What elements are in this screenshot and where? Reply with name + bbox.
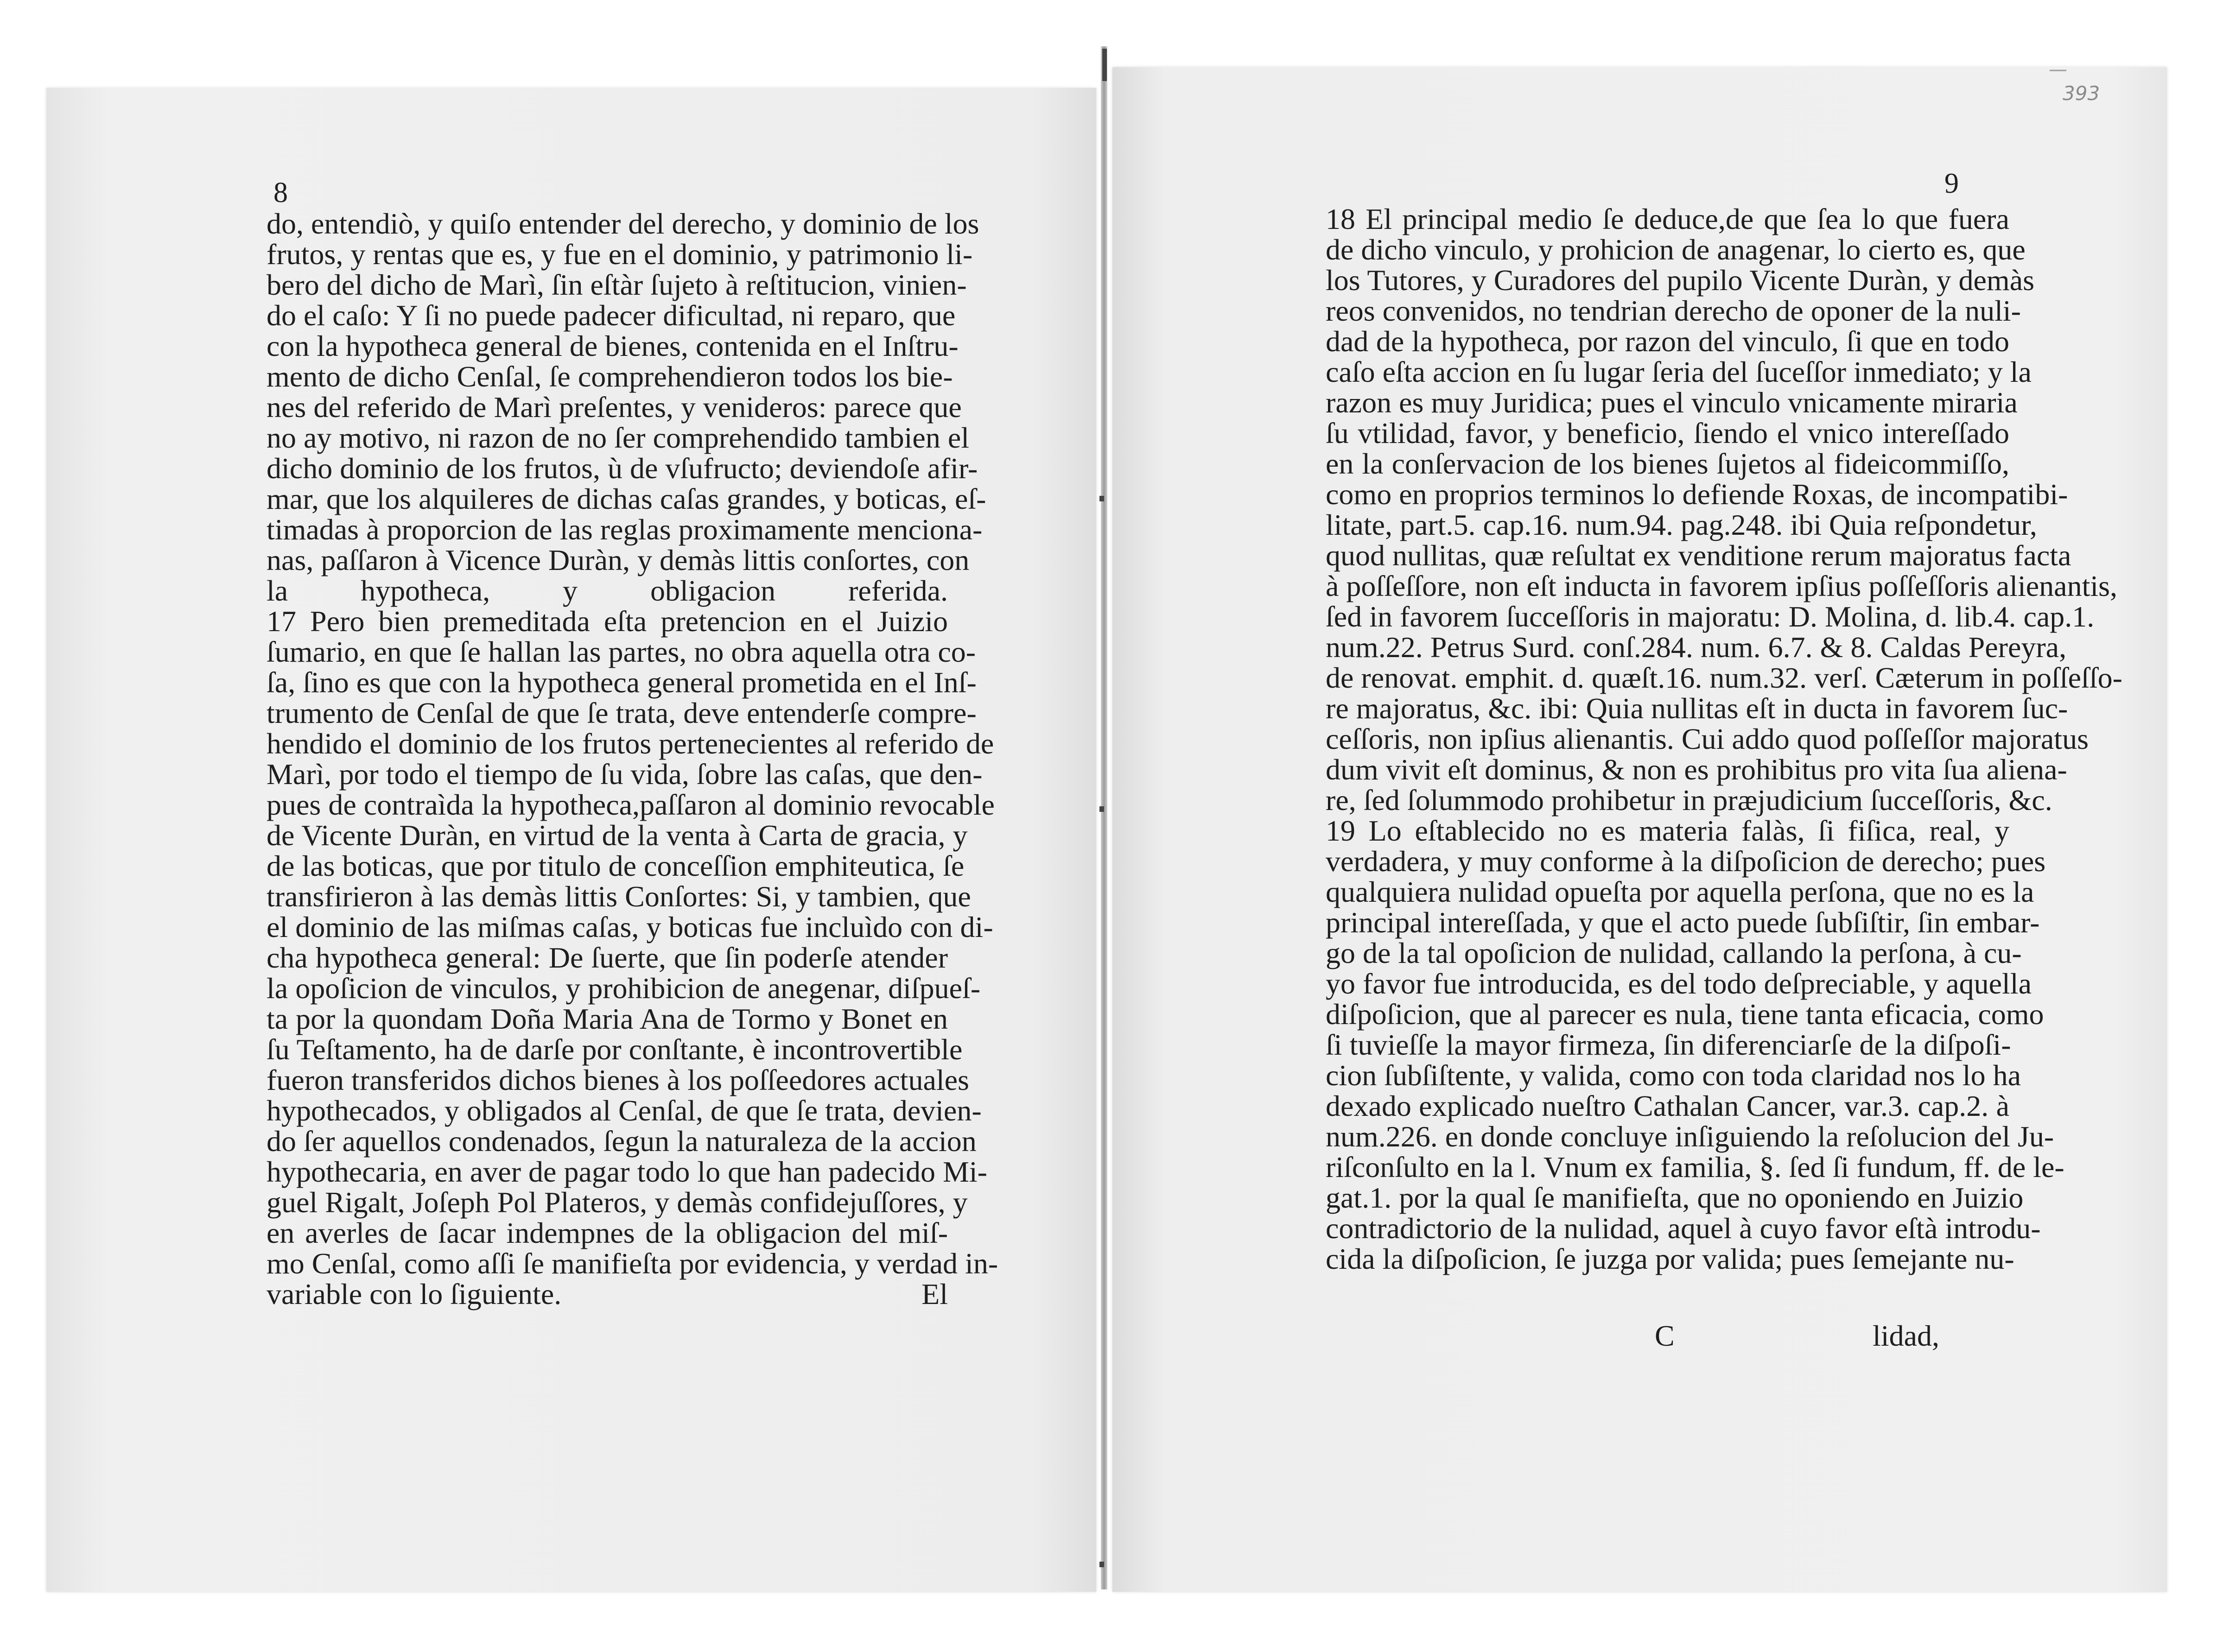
text-line: guel Rigalt, Joſeph Pol Plateros, y demàs confidejuſſores, y [267, 1186, 968, 1219]
text-line: los Tutores, y Curadores del pupilo Vicente Duràn, y demàs [1326, 264, 2034, 297]
text-line: trumento de Cenſal de que ſe trata, deve entenderſe compre- [267, 696, 977, 729]
text-line: verdadera, y muy conforme à la diſpoſicion de derecho; pues [1326, 845, 2046, 878]
text-line: re majoratus, &c. ibi: Quia nullitas eſt in ducta in favorem ſuc- [1326, 692, 2068, 725]
text-line: re, ſed ſolummodo prohibetur in præjudicium ſucceſſoris, &c. [1326, 784, 2052, 817]
text-line: litate, part.5. cap.16. num.94. pag.248. ibi Quia reſpondetur, [1326, 508, 2037, 541]
text-line: hendido el dominio de los frutos pertenecientes al referido de [267, 727, 994, 760]
text-line: ſu Teſtamento, ha de darſe por conſtante, è incontrovertible [267, 1033, 963, 1066]
text-line: contradictorio de la nulidad, aquel à cuyo favor eſtà introdu- [1326, 1212, 2041, 1245]
manuscript-dash: — [2049, 59, 2067, 80]
text-line: no ay motivo, ni razon de no ſer comprehendido tambien el [267, 421, 969, 454]
text-line: cha hypotheca general: De ſuerte, que ſin poderſe atender [267, 941, 948, 974]
text-line: 19 Lo eſtablecido no es materia falàs, ſi fiſica, real, y [1326, 814, 2009, 847]
text-line: principal intereſſada, y que el acto puede ſubſiſtir, ſin embar- [1326, 906, 2040, 939]
text-line: gat.1. por la qual ſe manifieſta, que no oponiendo en Juizio [1326, 1181, 2024, 1214]
text-line: razon es muy Juridica; pues el vinculo vnicamente miraria [1326, 386, 2018, 419]
text-line: ta por la quondam Doña Maria Ana de Tormo y Bonet en [267, 1002, 948, 1035]
text-line: frutos, y rentas que es, y fue en el dominio, y patrimonio li- [267, 238, 973, 271]
text-line: ſed in favorem ſucceſſoris in majoratu: D. Molina, d. lib.4. cap.1. [1326, 600, 2095, 633]
text-line: go de la tal opoſicion de nulidad, callando la perſona, à cu- [1326, 937, 2022, 969]
text-line: bero del dicho de Marì, ſin eſtàr ſujeto à reſtitucion, vinien- [267, 268, 967, 301]
gutter-stitch-mark [1099, 806, 1104, 812]
text-line: de renovat. emphit. d. quæſt.16. num.32. verſ. Cæterum in poſſeſſo- [1326, 661, 2122, 694]
text-line: dum vivit eſt dominus, & non es prohibitus pro vita ſua aliena- [1326, 753, 2067, 786]
text-line: 18 El principal medio ſe deduce,de que ſea lo que fuera [1326, 203, 2009, 235]
right-page-catchword: lidad, [1873, 1319, 1939, 1352]
text-line: el dominio de las miſmas caſas, y boticas fue incluìdo con di- [267, 911, 993, 943]
text-line: ſumario, en que ſe hallan las partes, no obra aquella otra co- [267, 635, 976, 668]
text-line: dicho dominio de los frutos, ù de vſufructo; deviendoſe afir- [267, 452, 978, 485]
gutter-stitch-mark [1102, 49, 1107, 81]
text-line: Marì, por todo el tiempo de ſu vida, ſobre las caſas, que den- [267, 758, 983, 791]
final-text-line: variable con lo ſiguiente. [267, 1278, 562, 1310]
text-line: con la hypotheca general de bienes, contenida en el Inſtru- [267, 329, 959, 362]
gutter-stitch-mark [1099, 1562, 1104, 1567]
text-line: de dicho vinculo, y prohicion de anagenar, lo cierto es, que [1326, 233, 2026, 266]
gutter-stitch-mark [1099, 496, 1104, 501]
text-line: ſa, ſino es que con la hypotheca general prometida en el Inſ- [267, 666, 977, 699]
text-line: reos convenidos, no tendrian derecho de oponer de la nuli- [1326, 294, 2021, 327]
text-line: mo Cenſal, como aſſi ſe manifieſta por evidencia, y verdad in- [267, 1247, 998, 1280]
text-line: en averles de ſacar indempnes de la obligacion del miſ- [267, 1216, 948, 1249]
text-line: quod nullitas, quæ reſultat ex venditione rerum majoratus facta [1326, 539, 2071, 572]
text-line: qualquiera nulidad opueſta por aquella perſona, que no es la [1326, 875, 2034, 908]
text-line: do, entendiò, y quiſo entender del derecho, y dominio de los [267, 207, 979, 240]
text-line: transfirieron à las demàs littis Conſortes: Si, y tambien, que [267, 880, 971, 913]
text-line: la hypotheca, y obligacion referida. [267, 574, 948, 607]
text-line: dexado explicado nueſtro Cathalan Cancer, var.3. cap.2. à [1326, 1089, 2009, 1122]
text-line: hypothecaria, en aver de pagar todo lo que han padecido Mi- [267, 1155, 987, 1188]
left-page-number: 8 [273, 177, 288, 209]
text-line: num.226. en donde concluye inſiguiendo la reſolucion del Ju- [1326, 1120, 2054, 1153]
text-line: do el caſo: Y ſi no puede padecer dificultad, ni reparo, que [267, 299, 956, 332]
text-line: diſpoſicion, que al parecer es nula, tiene tanta eficacia, como [1326, 998, 2044, 1031]
text-line: fueron transferidos dichos bienes à los poſſeedores actuales [267, 1063, 969, 1096]
text-line: en la conſervacion de los bienes ſujetos al fideicommiſſo, [1326, 447, 2009, 480]
text-line: mar, que los alquileres de dichas caſas grandes, y boticas, eſ- [267, 482, 986, 515]
text-line: como en proprios terminos lo defiende Roxas, de incompatibi- [1326, 478, 2068, 511]
text-line: caſo eſta accion en ſu lugar ſeria del ſuceſſor inmediato; y la [1326, 355, 2032, 388]
text-line: timadas à proporcion de las reglas proximamente menciona- [267, 513, 983, 546]
text-line: 17 Pero bien premeditada eſta pretencion en el Juizio [267, 605, 948, 638]
text-line: ſu vtilidad, favor, y beneficio, ſiendo el vnico intereſſado [1326, 417, 2009, 449]
text-line: do ſer aquellos condenados, ſegun la naturaleza de la accion [267, 1125, 977, 1158]
text-line: hypothecados, y obligados al Cenſal, de que ſe trata, devien- [267, 1094, 982, 1127]
right-page-number: 9 [1944, 168, 1959, 199]
text-line: pues de contraìda la hypotheca,paſſaron al dominio revocable [267, 788, 995, 821]
text-line: nas, paſſaron à Vicence Duràn, y demàs littis conſortes, con [267, 544, 970, 576]
text-line: ceſſoris, non ipſius alienantis. Cui addo quod poſſeſſor majoratus [1326, 722, 2089, 755]
text-line: de Vicente Duràn, en virtud de la venta à Carta de gracia, y [267, 819, 968, 852]
text-line: riſconſulto en la l. Vnum ex familia, §. ſed ſi fundum, ff. de le- [1326, 1151, 2064, 1184]
text-line: de las boticas, que por titulo de conceſſion emphiteutica, ſe [267, 849, 965, 882]
text-line: ſi tuvieſſe la mayor firmeza, ſin diferenciarſe de la diſpoſi- [1326, 1028, 2011, 1061]
left-page-catchword: El [921, 1278, 948, 1310]
text-line: cion ſubſiſtente, y valida, como con toda claridad nos lo ha [1326, 1059, 2021, 1092]
text-line: dad de la hypotheca, por razon del vinculo, ſi que en todo [1326, 325, 2009, 358]
book-gutter [1101, 46, 1107, 1589]
right-page-text [1326, 203, 2122, 1275]
text-line: la opoſicion de vinculos, y prohibicion de anegenar, diſpueſ- [267, 972, 981, 1005]
text-line: num.22. Petrus Surd. conſ.284. num. 6.7. & 8. Caldas Pereyra, [1326, 631, 2067, 664]
text-line-with-catchword [267, 1279, 948, 1310]
manuscript-folio-number: 393 [2063, 82, 2100, 105]
right-page-signature-mark: C [1655, 1319, 1675, 1352]
left-page-text [267, 207, 998, 1310]
text-line: nes del referido de Marì preſentes, y venideros: parece que [267, 391, 962, 424]
text-line: yo favor fue introducida, es del todo deſpreciable, y aquella [1326, 967, 2032, 1000]
text-line: cida la diſpoſicion, ſe juzga por valida; pues ſemejante nu- [1326, 1242, 2014, 1275]
text-line: mento de dicho Cenſal, ſe comprehendieron todos los bie- [267, 360, 953, 393]
text-line: à poſſeſſore, non eſt inducta in favorem ipſius poſſeſſoris alienantis, [1326, 570, 2118, 602]
